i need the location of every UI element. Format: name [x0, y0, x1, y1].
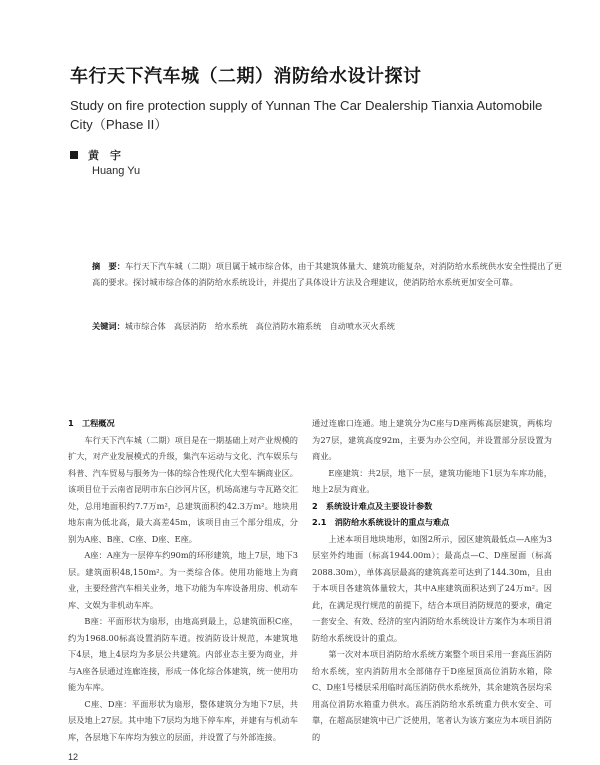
- paragraph: 通过连廊口连通。地上建筑分为C座与D座两栋高层建筑，两栋均为27层，建筑高度92m，主要为办公空间，并设置部分层设置为商业。: [312, 418, 552, 461]
- keywords: [92, 321, 562, 332]
- abstract-label: 摘 要：: [92, 261, 125, 271]
- abstract-text: 车行天下汽车城（二期）项目属于城市综合体，由于其建筑体量大、建筑功能复杂，对消防给水系统供水安全性提出了更高的要求。探讨城市综合体的消防给水系统设计，并提出了具体设计方法及合理建议，使消防给水系统更加安全可靠。: [92, 261, 562, 287]
- abstract: [92, 258, 562, 290]
- keywords-text: 城市综合体 高层消防 给水系统 高位消防水箱系统 自动喷水灭火系统: [124, 321, 395, 331]
- paragraph: 上述本项目地块地形，如图2所示，园区建筑最低点—A座为3层室外约地面（标高1944.00m）；最高点—C、D座屋面（标高2088.30m），单体高层最高的建筑高差可达到了144.30m，且由于本项目各建筑体量较大，其中A座建筑面积达到了24万m²。因此，在满足现行规范的前提下，结合本项目消防规范的要求，确定一套安全、有效、经济的室内消防给水系统设计方案作为本项目消防给水系统设计的重点。: [312, 533, 552, 643]
- page-number: 12: [68, 752, 79, 762]
- square-bullet-icon: [70, 151, 78, 159]
- paragraph: 第一次对本项目消防给水系统方案整个项目采用一套高压消防给水系统，室内消防用水全部储存于D座屋顶高位消防水箱，除C、D座1号楼层采用临时高压消防供水系统外，其余建筑各层均采用高位消防水箱重力供水。高压消防给水系统重力供水安全、可靠，在超高层建筑中已广泛使用，笔者认为该方案应为本项目消防的: [312, 649, 552, 742]
- paragraph: E座建筑：共2层，地下一层，建筑功能地下1层为车库功能，地上2层为商业。: [312, 467, 552, 494]
- article-title-cn: 车行天下汽车城（二期）消防给水设计探讨: [70, 66, 422, 87]
- keywords-label: 关键词：: [92, 321, 125, 331]
- left-column: [68, 415, 298, 745]
- author-cn-text: 黄 宇: [88, 149, 121, 162]
- section-2-1-heading: 2.1 消防给水系统设计的重点与难点: [312, 517, 450, 527]
- paragraph: B座：平面形状为扇形，由地高到最上，总建筑面积C座，约为1968.00标高设置消防车道。按消防设计规范，本建筑地下4层，地上4层均为多层公共建筑。内部业态主要为商业，并与A座各层通过连廊连接，形成一体化综合体建筑，统一使用功能为车库。: [68, 616, 298, 692]
- section-2-heading: 2 系统设计难点及主要设计参数: [312, 500, 433, 511]
- section-1-heading: 1 工程概况: [68, 418, 115, 428]
- author-name-cn: [70, 147, 121, 163]
- paragraph: 车行天下汽车城（二期）项目是在一期基础上对产业规模的扩大，对产业发展模式的升级，集汽车运动与文化、汽车娱乐与科普、汽车贸易与服务为一体的综合性现代化大型车辆商业区。该项目位于云南省昆明市东白沙河片区，机场高速与寺瓦路交汇处，总用地面积约7.7万m²，总建筑面积约42.3万m²。地块用地东南为低北高，最大高差45m，该项目由三个部分组成，分别为A座、B座、C座、D座、E座。: [68, 434, 298, 544]
- paragraph: A座：A座为一层停车约90m的环形建筑，地上7层，地下3层。建筑面积48,150m²。为一类综合体。使用功能地上为商业，主要经营汽车相关业务，地下功能为车库设备用房、机动车库、文娱为非机动车库。: [68, 550, 298, 610]
- paragraph: C座、D座：平面形状为扇形，整体建筑分为地下7层，共层及地上27层。其中地下7层均为地下停车库，并建有与机动车库，各层地下车库均为独立的层面，并设置了与外部连接。: [68, 698, 298, 742]
- author-name-en: Huang Yu: [92, 165, 141, 177]
- right-column: [312, 415, 552, 745]
- article-title-en: Study on fire protection supply of Yunnan The Car Dealership Tianxia Automobile City（Phase II）: [70, 98, 543, 132]
